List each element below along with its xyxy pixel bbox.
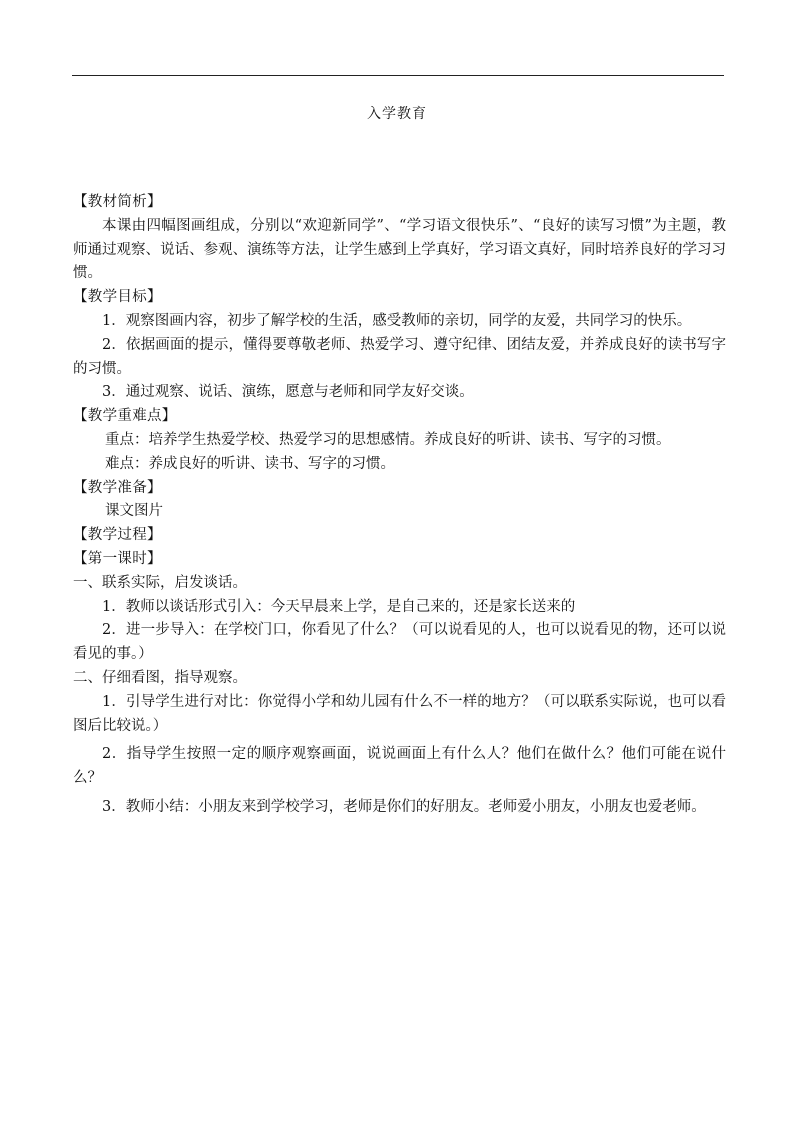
goal-item-2: 2．依据画面的提示，懂得要尊敬老师、热爱学习、遵守纪律、团结友爱，并养成良好的读书写字的习惯。 bbox=[73, 336, 726, 377]
paragraph-materials: 本课由四幅图画组成，分别以“欢迎新同学”、“学习语文很快乐”、“良好的读写习惯”为主题，教师通过观察、说话、参观、演练等方法，让学生感到上学真好，学习语文真好，同时培养良好的学习习惯。 bbox=[73, 217, 726, 282]
step-2-item-1: 1．引导学生进行对比：你觉得小学和幼儿园有什么不一样的地方？（可以联系实际说，也可以看图后比较说。） bbox=[73, 693, 726, 734]
key-point-focus: 重点：培养学生热爱学校、热爱学习的思想感情。养成良好的听讲、读书、写字的习惯。 bbox=[105, 431, 671, 448]
section-heading-goals: 【教学目标】 bbox=[73, 289, 162, 306]
goal-item-1: 1．观察图画内容，初步了解学校的生活，感受教师的亲切，同学的友爱，共同学习的快乐。 bbox=[102, 312, 692, 329]
section-heading-key-points: 【教学重难点】 bbox=[73, 408, 177, 425]
document-title: 入学教育 bbox=[367, 106, 427, 122]
document-body bbox=[73, 191, 726, 820]
header-rule bbox=[72, 75, 724, 76]
section-heading-lesson-1: 【第一课时】 bbox=[73, 550, 162, 567]
step-heading-2: 二、仔细看图，指导观察。 bbox=[73, 669, 247, 686]
step-heading-1: 一、联系实际，启发谈话。 bbox=[73, 574, 247, 591]
step-1-item-2: 2．进一步导入：在学校门口，你看见了什么？（可以说看见的人，也可以说看见的物，还可以说看见的事。） bbox=[73, 622, 726, 663]
section-heading-preparation: 【教学准备】 bbox=[73, 479, 162, 496]
key-point-difficulty: 难点：养成良好的听讲、读书、写字的习惯。 bbox=[105, 455, 395, 472]
step-1-item-1: 1．教师以谈话形式引入：今天早晨来上学，是自己来的，还是家长送来的 bbox=[102, 598, 576, 615]
section-heading-materials: 【教材简析】 bbox=[73, 194, 162, 210]
step-2-item-2: 2．指导学生按照一定的顺序观察画面，说说画面上有什么人？他们在做什么？他们可能在说什么？ bbox=[73, 746, 726, 787]
step-2-item-3: 3．教师小结：小朋友来到学校学习，老师是你们的好朋友。老师爱小朋友，小朋友也爱老师。 bbox=[102, 798, 706, 815]
goal-item-3: 3．通过观察、说话、演练，愿意与老师和同学友好交谈。 bbox=[102, 384, 474, 401]
preparation-item: 课文图片 bbox=[105, 503, 163, 520]
section-heading-process: 【教学过程】 bbox=[73, 527, 162, 544]
